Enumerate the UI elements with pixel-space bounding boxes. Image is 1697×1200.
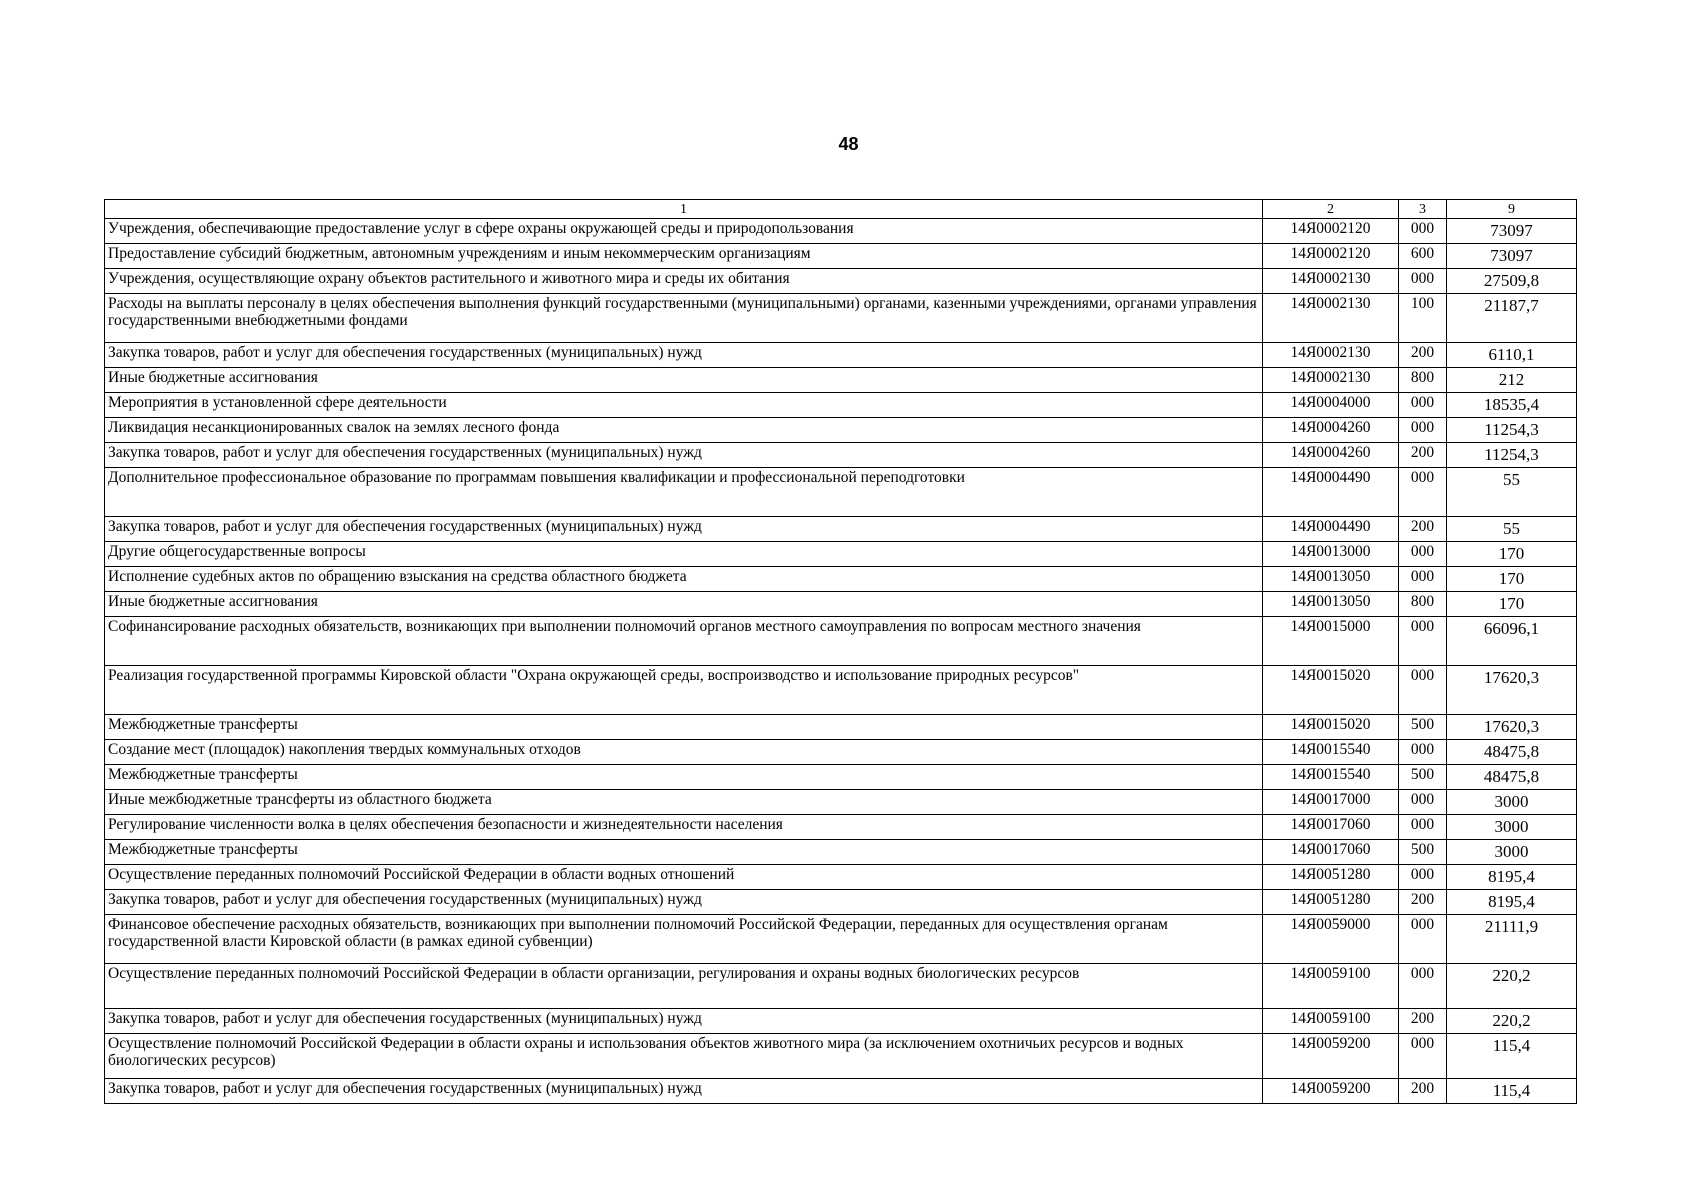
row-type-cell: 000	[1399, 567, 1447, 592]
row-sum-cell: 6110,1	[1447, 343, 1577, 368]
row-sum-cell: 17620,3	[1447, 715, 1577, 740]
row-type-cell: 000	[1399, 393, 1447, 418]
row-code-cell: 14Я0017060	[1263, 815, 1399, 840]
table-row	[105, 343, 1577, 368]
row-sum-cell: 212	[1447, 368, 1577, 393]
row-type-cell: 000	[1399, 617, 1447, 666]
row-type-cell: 000	[1399, 468, 1447, 517]
row-name-cell: Осуществление переданных полномочий Российской Федерации в области организации, регулирования и охраны водных биологических ресурсов	[105, 964, 1263, 1009]
row-sum-cell: 18535,4	[1447, 393, 1577, 418]
row-code-cell: 14Я0059200	[1263, 1079, 1399, 1104]
row-sum-cell: 220,2	[1447, 964, 1577, 1009]
table-row	[105, 915, 1577, 964]
row-name-cell: Создание мест (площадок) накопления твердых коммунальных отходов	[105, 740, 1263, 765]
row-sum-cell: 8195,4	[1447, 865, 1577, 890]
row-sum-cell: 21187,7	[1447, 294, 1577, 343]
row-type-cell: 200	[1399, 890, 1447, 915]
table-row	[105, 815, 1577, 840]
header-col-code: 2	[1263, 200, 1399, 219]
row-name-cell: Ликвидация несанкционированных свалок на землях лесного фонда	[105, 418, 1263, 443]
row-type-cell: 500	[1399, 840, 1447, 865]
row-code-cell: 14Я0004490	[1263, 517, 1399, 542]
row-code-cell: 14Я0051280	[1263, 865, 1399, 890]
row-code-cell: 14Я0059100	[1263, 964, 1399, 1009]
row-name-cell: Софинансирование расходных обязательств, возникающих при выполнении полномочий органов местного самоуправления по вопросам местного значения	[105, 617, 1263, 666]
table-row	[105, 244, 1577, 269]
row-name-cell: Осуществление переданных полномочий Российской Федерации в области водных отношений	[105, 865, 1263, 890]
row-code-cell: 14Я0015540	[1263, 740, 1399, 765]
row-name-cell: Регулирование численности волка в целях обеспечения безопасности и жизнедеятельности населения	[105, 815, 1263, 840]
row-type-cell: 200	[1399, 1079, 1447, 1104]
row-code-cell: 14Я0013000	[1263, 542, 1399, 567]
row-type-cell: 600	[1399, 244, 1447, 269]
row-name-cell: Учреждения, обеспечивающие предоставление услуг в сфере охраны окружающей среды и природопользования	[105, 219, 1263, 244]
row-sum-cell: 3000	[1447, 840, 1577, 865]
row-code-cell: 14Я0004260	[1263, 418, 1399, 443]
row-sum-cell: 48475,8	[1447, 765, 1577, 790]
budget-table	[104, 199, 1577, 1104]
row-code-cell: 14Я0013050	[1263, 567, 1399, 592]
row-sum-cell: 3000	[1447, 815, 1577, 840]
header-col-type: 3	[1399, 200, 1447, 219]
row-code-cell: 14Я0059200	[1263, 1034, 1399, 1079]
row-name-cell: Исполнение судебных актов по обращению взыскания на средства областного бюджета	[105, 567, 1263, 592]
row-type-cell: 200	[1399, 443, 1447, 468]
row-code-cell: 14Я0004000	[1263, 393, 1399, 418]
table-row	[105, 1034, 1577, 1079]
row-type-cell: 000	[1399, 865, 1447, 890]
table-row	[105, 1009, 1577, 1034]
row-sum-cell: 11254,3	[1447, 443, 1577, 468]
row-sum-cell: 115,4	[1447, 1034, 1577, 1079]
table-row	[105, 294, 1577, 343]
row-sum-cell: 3000	[1447, 790, 1577, 815]
table-body	[105, 219, 1577, 1104]
row-code-cell: 14Я0002130	[1263, 343, 1399, 368]
row-name-cell: Закупка товаров, работ и услуг для обеспечения государственных (муниципальных) нужд	[105, 1009, 1263, 1034]
header-col-name: 1	[105, 200, 1263, 219]
table-row	[105, 517, 1577, 542]
row-type-cell: 100	[1399, 294, 1447, 343]
row-type-cell: 000	[1399, 418, 1447, 443]
table-row	[105, 592, 1577, 617]
row-name-cell: Расходы на выплаты персоналу в целях обеспечения выполнения функций государственными (муниципальными) органами, казенными учреждениями, органами управления государственными внебюджетными фондами	[105, 294, 1263, 343]
table-row	[105, 617, 1577, 666]
row-type-cell: 000	[1399, 666, 1447, 715]
row-code-cell: 14Я0015020	[1263, 666, 1399, 715]
row-sum-cell: 170	[1447, 592, 1577, 617]
row-sum-cell: 170	[1447, 567, 1577, 592]
row-code-cell: 14Я0059100	[1263, 1009, 1399, 1034]
table-row	[105, 740, 1577, 765]
row-code-cell: 14Я0002120	[1263, 219, 1399, 244]
row-name-cell: Закупка товаров, работ и услуг для обеспечения государственных (муниципальных) нужд	[105, 343, 1263, 368]
row-name-cell: Реализация государственной программы Кировской области "Охрана окружающей среды, воспроизводство и использование природных ресурсов"	[105, 666, 1263, 715]
row-sum-cell: 21111,9	[1447, 915, 1577, 964]
row-type-cell: 000	[1399, 740, 1447, 765]
row-code-cell: 14Я0002130	[1263, 294, 1399, 343]
row-code-cell: 14Я0002130	[1263, 368, 1399, 393]
table-row	[105, 765, 1577, 790]
row-type-cell: 800	[1399, 592, 1447, 617]
page-number: 48	[838, 134, 859, 154]
row-sum-cell: 220,2	[1447, 1009, 1577, 1034]
row-sum-cell: 73097	[1447, 219, 1577, 244]
row-type-cell: 000	[1399, 815, 1447, 840]
row-type-cell: 200	[1399, 1009, 1447, 1034]
row-code-cell: 14Я0002120	[1263, 244, 1399, 269]
row-type-cell: 000	[1399, 269, 1447, 294]
row-sum-cell: 8195,4	[1447, 890, 1577, 915]
table-row	[105, 840, 1577, 865]
row-code-cell: 14Я0002130	[1263, 269, 1399, 294]
row-sum-cell: 73097	[1447, 244, 1577, 269]
row-type-cell: 000	[1399, 219, 1447, 244]
row-type-cell: 500	[1399, 715, 1447, 740]
table-row	[105, 219, 1577, 244]
row-code-cell: 14Я0059000	[1263, 915, 1399, 964]
row-sum-cell: 66096,1	[1447, 617, 1577, 666]
row-name-cell: Иные бюджетные ассигнования	[105, 592, 1263, 617]
row-code-cell: 14Я0013050	[1263, 592, 1399, 617]
row-name-cell: Другие общегосударственные вопросы	[105, 542, 1263, 567]
table-row	[105, 368, 1577, 393]
table-row	[105, 865, 1577, 890]
row-code-cell: 14Я0017060	[1263, 840, 1399, 865]
row-code-cell: 14Я0004490	[1263, 468, 1399, 517]
row-name-cell: Финансовое обеспечение расходных обязательств, возникающих при выполнении полномочий Российской Федерации, переданных для осуществления органам государственной власти Кировской области (в рамках единой субвенции)	[105, 915, 1263, 964]
row-sum-cell: 17620,3	[1447, 666, 1577, 715]
row-type-cell: 500	[1399, 765, 1447, 790]
row-name-cell: Дополнительное профессиональное образование по программам повышения квалификации и профессиональной переподготовки	[105, 468, 1263, 517]
row-code-cell: 14Я0051280	[1263, 890, 1399, 915]
row-name-cell: Межбюджетные трансферты	[105, 840, 1263, 865]
header-row	[105, 200, 1577, 219]
row-code-cell: 14Я0015000	[1263, 617, 1399, 666]
table-row	[105, 715, 1577, 740]
table-row	[105, 890, 1577, 915]
row-name-cell: Иные бюджетные ассигнования	[105, 368, 1263, 393]
row-sum-cell: 170	[1447, 542, 1577, 567]
table-row	[105, 418, 1577, 443]
header-col-sum: 9	[1447, 200, 1577, 219]
row-sum-cell: 115,4	[1447, 1079, 1577, 1104]
row-name-cell: Закупка товаров, работ и услуг для обеспечения государственных (муниципальных) нужд	[105, 1079, 1263, 1104]
row-type-cell: 000	[1399, 542, 1447, 567]
table-row	[105, 542, 1577, 567]
row-code-cell: 14Я0004260	[1263, 443, 1399, 468]
row-name-cell: Межбюджетные трансферты	[105, 715, 1263, 740]
row-type-cell: 000	[1399, 915, 1447, 964]
row-sum-cell: 55	[1447, 517, 1577, 542]
row-type-cell: 000	[1399, 790, 1447, 815]
row-name-cell: Учреждения, осуществляющие охрану объектов растительного и животного мира и среды их обитания	[105, 269, 1263, 294]
table-row	[105, 567, 1577, 592]
row-name-cell: Закупка товаров, работ и услуг для обеспечения государственных (муниципальных) нужд	[105, 443, 1263, 468]
row-sum-cell: 48475,8	[1447, 740, 1577, 765]
table-row	[105, 393, 1577, 418]
row-name-cell: Иные межбюджетные трансферты из областного бюджета	[105, 790, 1263, 815]
row-sum-cell: 27509,8	[1447, 269, 1577, 294]
row-name-cell: Мероприятия в установленной сфере деятельности	[105, 393, 1263, 418]
table-row	[105, 443, 1577, 468]
table-row	[105, 468, 1577, 517]
row-name-cell: Закупка товаров, работ и услуг для обеспечения государственных (муниципальных) нужд	[105, 517, 1263, 542]
table-row	[105, 269, 1577, 294]
table-header	[105, 200, 1577, 219]
row-type-cell: 000	[1399, 964, 1447, 1009]
row-code-cell: 14Я0017000	[1263, 790, 1399, 815]
row-type-cell: 200	[1399, 517, 1447, 542]
row-name-cell: Предоставление субсидий бюджетным, автономным учреждениям и иным некоммерческим организациям	[105, 244, 1263, 269]
row-type-cell: 800	[1399, 368, 1447, 393]
row-code-cell: 14Я0015540	[1263, 765, 1399, 790]
row-sum-cell: 11254,3	[1447, 418, 1577, 443]
row-type-cell: 200	[1399, 343, 1447, 368]
row-code-cell: 14Я0015020	[1263, 715, 1399, 740]
row-type-cell: 000	[1399, 1034, 1447, 1079]
row-sum-cell: 55	[1447, 468, 1577, 517]
row-name-cell: Межбюджетные трансферты	[105, 765, 1263, 790]
table-row	[105, 1079, 1577, 1104]
table-row	[105, 790, 1577, 815]
table-row	[105, 964, 1577, 1009]
row-name-cell: Закупка товаров, работ и услуг для обеспечения государственных (муниципальных) нужд	[105, 890, 1263, 915]
table-row	[105, 666, 1577, 715]
row-name-cell: Осуществление полномочий Российской Федерации в области охраны и использования объектов животного мира (за исключением охотничьих ресурсов и водных биологических ресурсов)	[105, 1034, 1263, 1079]
